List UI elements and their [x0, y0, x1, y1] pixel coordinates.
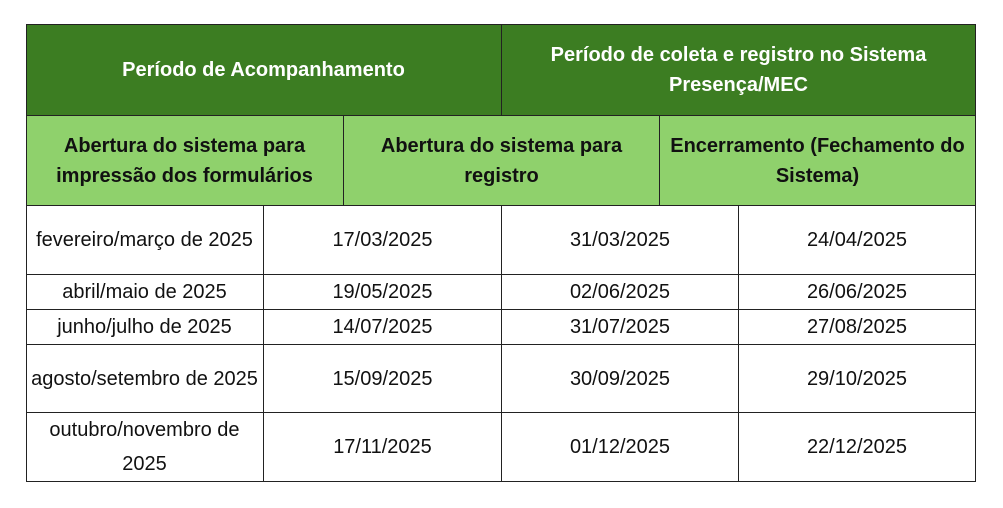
impressao-date-text: 14/07/2025	[332, 316, 433, 338]
row-registro-date	[502, 206, 739, 275]
impressao-date-text: 17/03/2025	[332, 229, 433, 251]
row-encerramento-date	[739, 310, 976, 345]
row-period-text: junho/julho de 2025	[57, 316, 232, 338]
impressao-date-text: 19/05/2025	[332, 281, 433, 303]
registro-date-text: 30/09/2025	[569, 367, 671, 390]
row-impressao-date	[264, 345, 502, 413]
row-registro-date	[502, 275, 739, 310]
row-encerramento-date	[739, 413, 976, 482]
registro-date-text: 01/12/2025	[569, 436, 671, 458]
row-encerramento-date	[739, 275, 976, 310]
registro-date-text: 31/07/2025	[569, 316, 671, 338]
encerramento-date-text: 27/08/2025	[806, 316, 908, 338]
row-period-text: agosto/setembro de 2025	[31, 367, 258, 390]
row-encerramento-date	[739, 345, 976, 413]
schedule-table	[26, 24, 976, 482]
row-period	[26, 310, 264, 345]
subheader-registro	[344, 116, 660, 206]
row-period	[26, 206, 264, 275]
registro-date-text: 31/03/2025	[569, 229, 671, 251]
encerramento-date-text: 24/04/2025	[806, 229, 908, 251]
row-period	[26, 345, 264, 413]
subheader-encerramento	[660, 116, 976, 206]
header-coleta-registro-label: Período de coleta e registro no Sistema Presença/MEC	[550, 43, 927, 96]
encerramento-date-text: 29/10/2025	[806, 367, 908, 390]
encerramento-date-text: 26/06/2025	[806, 281, 908, 303]
row-period-text: outubro/novembro de 2025	[49, 419, 240, 475]
row-registro-date	[502, 413, 739, 482]
impressao-date-text: 17/11/2025	[333, 436, 432, 458]
row-impressao-date	[264, 310, 502, 345]
row-period	[26, 275, 264, 310]
registro-date-text: 02/06/2025	[569, 281, 671, 303]
row-encerramento-date	[739, 206, 976, 275]
row-registro-date	[502, 310, 739, 345]
row-period	[26, 413, 264, 482]
header-acompanhamento-label: Período de Acompanhamento	[122, 58, 405, 81]
row-impressao-date	[264, 206, 502, 275]
encerramento-date-text: 22/12/2025	[806, 436, 908, 458]
row-impressao-date	[264, 413, 502, 482]
impressao-date-text: 15/09/2025	[332, 367, 433, 390]
subheader-registro-label: Abertura do sistema para registro	[380, 134, 623, 187]
row-impressao-date	[264, 275, 502, 310]
subheader-impressao	[26, 116, 344, 206]
header-acompanhamento	[26, 24, 502, 116]
row-period-text: abril/maio de 2025	[62, 281, 227, 303]
row-period-text: fevereiro/março de 2025	[36, 229, 253, 251]
header-coleta-registro	[502, 24, 976, 116]
row-registro-date	[502, 345, 739, 413]
subheader-impressao-label: Abertura do sistema para impressão dos formulários	[56, 134, 313, 187]
subheader-encerramento-label: Encerramento (Fechamento do Sistema)	[670, 134, 965, 187]
